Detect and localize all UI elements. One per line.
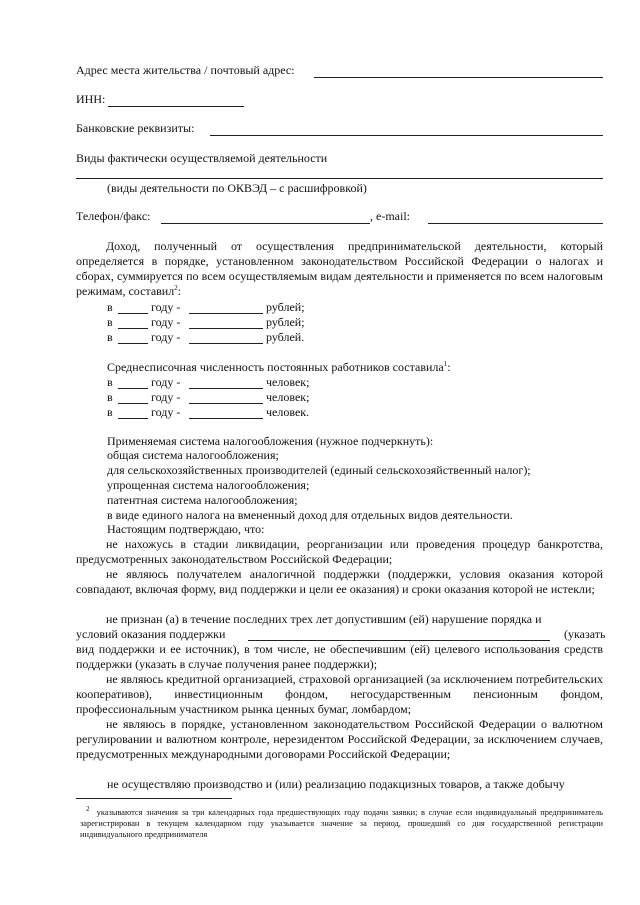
- address-field[interactable]: [314, 77, 603, 78]
- staff-row: в: [107, 375, 113, 389]
- staff-row: в: [107, 390, 113, 404]
- inn-label: ИНН:: [76, 92, 106, 106]
- email-field[interactable]: [428, 223, 603, 224]
- income-amount-field[interactable]: [189, 313, 263, 314]
- staff-year-field[interactable]: [118, 388, 148, 389]
- footnote-ref: 2: [174, 284, 178, 292]
- confirm-item-violation-line1: не признан (а) в течение последних трех лет допустившим (ей) нарушение порядка и: [106, 612, 542, 626]
- footnote-ref: 1: [443, 360, 448, 368]
- confirm-item-financial-org: не являюсь кредитной организацией, страховой организацией (за исключением потребительских кооперативов), инвестиционным фондом, негосударственным пенсионным фондом, профессиональным участником рынка ценных бумаг, ломбардом;: [76, 672, 603, 716]
- staff-count-field[interactable]: [189, 388, 263, 389]
- staff-year-field[interactable]: [118, 403, 148, 404]
- confirm-item-nonresident: не являюсь в порядке, установленном законодательством Российской Федерации о валютном регулировании и валютном контроле, нерезидентом Российской Федерации, за исключением случаев, предусмотренных международными договорами Российской Федерации;: [76, 717, 603, 761]
- income-row: в: [107, 300, 113, 314]
- confirm-item-liquidation: не нахожусь в стадии ликвидации, реорганизации или проведения процедур банкротства, предусмотренных законодательством Российской Федерации;: [76, 537, 603, 566]
- confirm-item-excise: не осуществляю производство и (или) реализацию подакцизных товаров, а также добычу: [107, 777, 565, 791]
- footnote-mark: 2: [86, 805, 90, 814]
- confirm-item-violation-right: (указать: [564, 627, 606, 641]
- support-type-field[interactable]: [248, 640, 550, 641]
- staff-year-field[interactable]: [118, 418, 148, 419]
- document-page: Адрес места жительства / почтовый адрес: ИНН: Банковские реквизиты: Виды фактически осуществляемой деятельности (виды деятельности по ОКВЭД – с расшифровкой) Телефон/факс: , e-mail: Доход, полученный от осуществления предпринимательской деятельности, который определяется в порядке, установленном законодательством Российской Федерации о налогах и сборах, суммируется по всем осуществляемым видам деятельности и применяется по всем налоговым режимам, составил$^2$: в году - рублей; в году - рублей; в году - рублей. Среднесписочная численность постоянных работников составила$^1$: в году - человек; в году - человек; в году - человек. Применяемая система налогообложения (нужное подчеркнуть): общая система налогообложения; для сельскохозяйственных производителей (единый сельскохозяйственный налог); упрощенная система налогообложения; патентная система налогообложения; в виде единого налога на вмененный доход для отдельных видов деятельности. Настоящим подтверждаю, что: не нахожусь в стадии ликвидации, реорганизации или проведения процедур банкротства, предусмотренных законодательством Российской Федерации; не являюсь получателем аналогичной поддержки (поддержки, условия оказания которой совпадают, включая форму, вид поддержки и цели ее оказания) и сроки оказания которой не истекли; не признан (а) в течение последних трех лет допустившим (ей) нарушение порядка и условий оказания поддержки (указать вид поддержки и ее источник), в том числе, не обеспечившим (ей) целевого использования средств поддержки (указать в случае получения ранее поддержки); не являюсь кредитной организацией, страховой организацией (за исключением потребительских кооперативов), инвестиционным фондом, негосударственным пенсионным фондом, профессиональным участником рынка ценных бумаг, ломбардом; не являюсь в порядке, установленном законодательством Российской Федерации о валютном регулировании и валютном контроле, нерезидентом Российской Федерации, за исключением случаев, предусмотренных международными договорами Российской Федерации; не осуществляю производство и (или) реализацию подакцизных товаров, а также добычу $^2$ указываются значения за три календарных года предшествующих году подачи заявки; в случае если индивидуальный предприниматель зарегистрирован в текущем календарном году указывается значение за период, прошедший со дня государственной регистрации индивидуального предпринимателя: [76, 63, 606, 839]
- confirm-item-similar-support: не являюсь получателем аналогичной поддержки (поддержки, условия оказания которой совпадают, включая форму, вид поддержки и цели ее оказания) и сроки оказания которой не истекли;: [76, 567, 603, 596]
- email-label: , e-mail:: [370, 209, 410, 223]
- confirm-item-violation-left: условий оказания поддержки: [76, 627, 226, 641]
- inn-field[interactable]: [108, 106, 244, 107]
- tax-option-general[interactable]: общая система налогообложения;: [107, 448, 279, 462]
- activities-field[interactable]: [76, 178, 603, 179]
- staff-intro: Среднесписочная численность постоянных работников составила$^1$:: [107, 360, 451, 374]
- activities-hint: (виды деятельности по ОКВЭД – с расшифровкой): [107, 181, 367, 195]
- confirm-item-violation-rest: вид поддержки и ее источник), в том числе, не обеспечившим (ей) целевого использования средств поддержки (указать в случае получения ранее поддержки);: [76, 642, 603, 671]
- tax-option-agricultural[interactable]: для сельскохозяйственных производителей (единый сельскохозяйственный налог);: [107, 463, 531, 477]
- confirm-heading: Настоящим подтверждаю, что:: [107, 522, 265, 536]
- bank-details-field[interactable]: [210, 135, 603, 136]
- tax-heading: Применяемая система налогообложения (нужное подчеркнуть):: [107, 434, 434, 448]
- income-amount-field[interactable]: [189, 343, 263, 344]
- income-row: в: [107, 330, 113, 344]
- income-year-field[interactable]: [118, 343, 148, 344]
- staff-count-field[interactable]: [189, 418, 263, 419]
- staff-row: в: [107, 405, 113, 419]
- income-year-field[interactable]: [118, 328, 148, 329]
- income-paragraph: Доход, полученный от осуществления предпринимательской деятельности, который определяется в порядке, установленном законодательством Российской Федерации о налогах и сборах, суммируется по всем осуществляемым видам деятельности и применяется по всем налоговым режимам, составил$^2$:: [76, 239, 603, 298]
- bank-label: Банковские реквизиты:: [76, 121, 195, 135]
- phone-field[interactable]: [161, 223, 370, 224]
- income-amount-field[interactable]: [189, 328, 263, 329]
- income-row: в: [107, 315, 113, 329]
- staff-count-field[interactable]: [189, 403, 263, 404]
- tax-option-patent[interactable]: патентная система налогообложения;: [107, 493, 298, 507]
- income-year-field[interactable]: [118, 313, 148, 314]
- tax-option-simplified[interactable]: упрощенная система налогообложения;: [107, 478, 310, 492]
- tax-option-imputed[interactable]: в виде единого налога на вмененный доход для отдельных видов деятельности.: [107, 508, 513, 522]
- footnote: $^2$ указываются значения за три календарных года предшествующих году подачи заявки; в случае если индивидуальный предприниматель зарегистрирован в текущем календарном году указывается значение за период, прошедший со дня государственной регистрации индивидуального предпринимателя: [80, 805, 604, 839]
- footnote-divider: [76, 798, 232, 799]
- activities-label: Виды фактически осуществляемой деятельности: [76, 151, 328, 165]
- address-label: Адрес места жительства / почтовый адрес:: [76, 63, 295, 77]
- phone-label: Телефон/факс:: [76, 209, 151, 223]
